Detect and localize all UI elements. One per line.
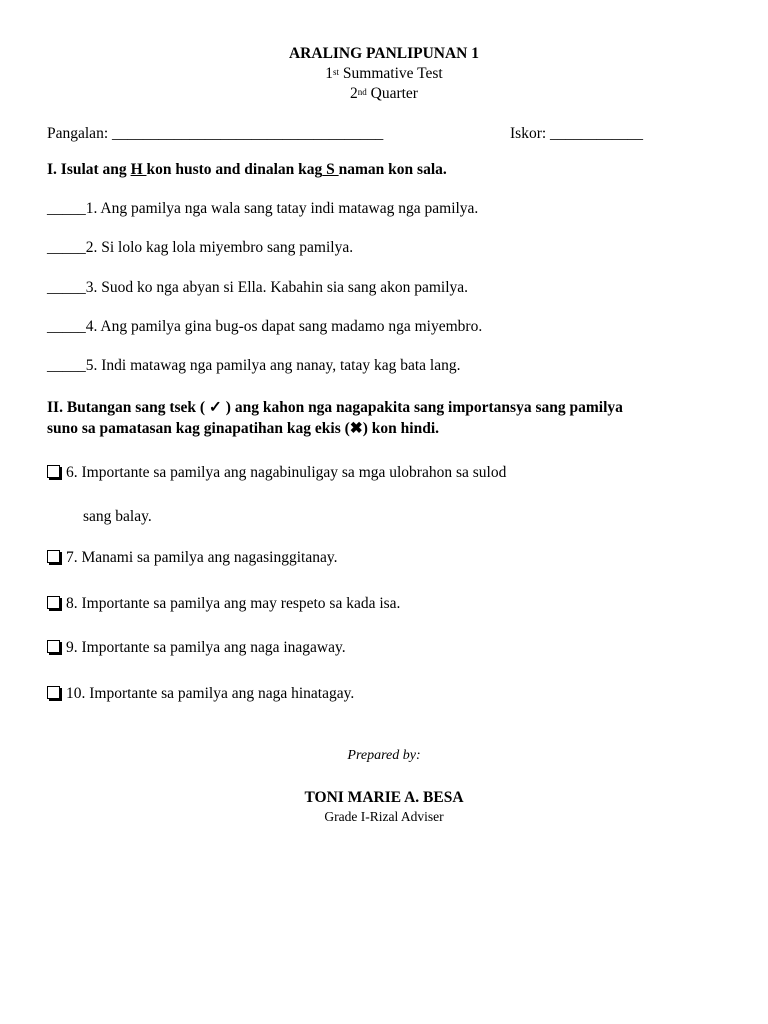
- part1-item-3: [47, 278, 468, 298]
- part2-item-text: 6. Importante sa pamilya ang nagabinuligay sa mga ulobrahon sa sulod: [66, 464, 507, 481]
- answer-blank-4[interactable]: _____: [47, 318, 86, 335]
- part2-item-text: 9. Importante sa pamilya ang naga inagaway.: [66, 639, 346, 656]
- preparer-role: Grade I-Rizal Adviser: [324, 809, 444, 824]
- preparer-name: TONI MARIE A. BESA: [304, 789, 464, 806]
- part2-instruction-line-1: II. Butangan sang tsek ( ✓ ) ang kahon nga nagapakita sang importansya sang pamilya: [47, 399, 623, 416]
- test-number: 1: [325, 65, 334, 82]
- part2-item-text: 10. Importante sa pamilya ang naga hinatagay.: [66, 685, 355, 702]
- part1-item-2: [47, 238, 353, 258]
- part1-item-text: 4. Ang pamilya gina bug-os dapat sang madamo nga miyembro.: [85, 318, 483, 335]
- checkbox-9[interactable]: [47, 640, 60, 653]
- part2-instruction-line-2: suno sa pamatasan kag ginapatihan kag ekis (✖) kon hindi.: [47, 420, 440, 437]
- quarter-label: Quarter: [366, 85, 418, 102]
- quarter-number: 2: [350, 85, 358, 102]
- part1-item-text: 1. Ang pamilya nga wala sang tatay indi matawag nga pamilya.: [85, 200, 479, 217]
- answer-blank-1[interactable]: _____: [47, 200, 86, 217]
- subject-title: ARALING PANLIPUNAN 1: [288, 45, 480, 62]
- score-label: Iskor:: [510, 125, 547, 142]
- score-blank-line[interactable]: ____________: [550, 125, 644, 142]
- part2-item-text: 7. Manami sa pamilya ang nagasinggitanay.: [66, 549, 338, 566]
- test-suffix: st: [333, 67, 340, 77]
- part1-item-text: 3. Suod ko nga abyan si Ella. Kabahin sia sang akon pamilya.: [85, 279, 469, 296]
- checkbox-10[interactable]: [47, 686, 60, 699]
- checkbox-6[interactable]: [47, 465, 60, 478]
- part1-item-1: [47, 199, 478, 219]
- name-label: Pangalan:: [47, 125, 109, 142]
- part1-instr-text-a: I. Isulat ang: [47, 161, 131, 178]
- quarter-suffix: nd: [357, 87, 367, 97]
- quarter-title: [0, 84, 768, 104]
- part1-instr-text-c: naman kon sala.: [338, 161, 447, 178]
- score-row: [510, 124, 643, 144]
- part1-item-5: [47, 356, 460, 376]
- part1-instr-text-b: kon husto and dinalan kag: [146, 161, 323, 178]
- prepared-by-label: Prepared by:: [347, 748, 421, 763]
- answer-blank-2[interactable]: _____: [47, 239, 86, 256]
- name-row: [47, 124, 383, 144]
- part1-item-text: 5. Indi matawag nga pamilya ang nanay, tatay kag bata lang.: [85, 357, 461, 374]
- part2-item-6-continued: sang balay.: [83, 508, 152, 525]
- name-blank-line[interactable]: ___________________________________: [112, 125, 384, 142]
- part2-item-9: [47, 638, 346, 658]
- checkbox-7[interactable]: [47, 550, 60, 563]
- test-label: Summative Test: [339, 65, 443, 82]
- checkbox-8[interactable]: [47, 596, 60, 609]
- test-title: [0, 64, 768, 84]
- part1-item-text: 2. Si lolo kag lola miyembro sang pamilya.: [85, 239, 354, 256]
- part1-instruction: [47, 160, 447, 180]
- part2-item-text: 8. Importante sa pamilya ang may respeto sa kada isa.: [66, 595, 401, 612]
- part1-instr-s: S: [322, 161, 339, 178]
- part2-item-6: [47, 463, 506, 483]
- part2-item-10: [47, 684, 354, 704]
- part1-instr-h: H: [130, 161, 147, 178]
- answer-blank-5[interactable]: _____: [47, 357, 86, 374]
- answer-blank-3[interactable]: _____: [47, 279, 86, 296]
- part2-item-7: [47, 548, 337, 568]
- part1-item-4: [47, 317, 482, 337]
- part2-item-8: [47, 594, 400, 614]
